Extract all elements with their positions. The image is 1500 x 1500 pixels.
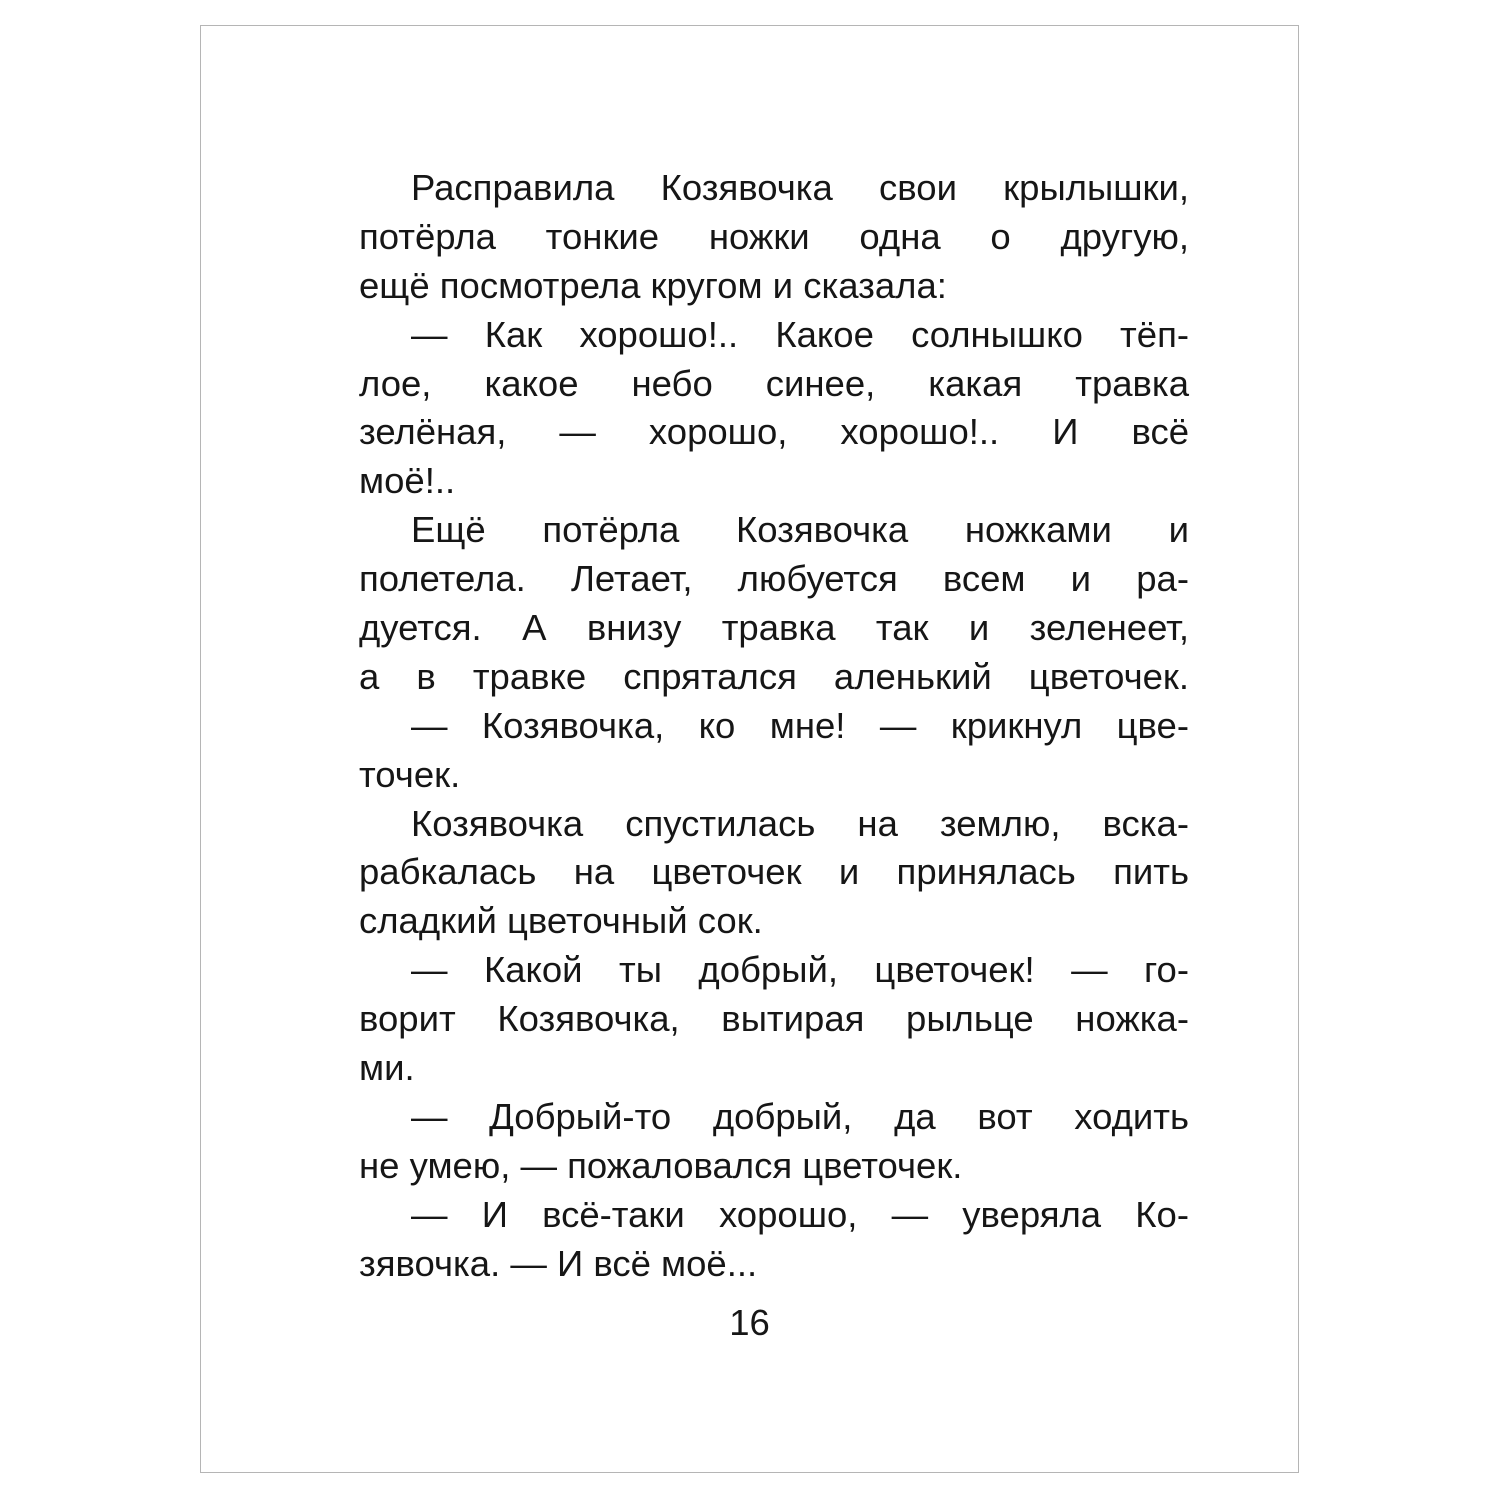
text-line: ещё посмотрела кругом и сказала: bbox=[359, 264, 947, 306]
text-line: — Какой ты добрый, цветочек! — го- bbox=[411, 949, 1189, 991]
text-line: ми. bbox=[359, 1047, 415, 1089]
text-line: Расправила Козявочка свои крылышки, bbox=[411, 167, 1189, 208]
text-line: — Как хорошо!.. Какое солнышко тёп- bbox=[411, 313, 1189, 355]
text-line: — Козявочка, ко мне! — крикнул цве- bbox=[411, 704, 1189, 746]
text-line: точек. bbox=[359, 753, 461, 795]
text-line: ворит Козявочка, вытирая рыльце ножка- bbox=[359, 998, 1189, 1040]
text-line: лое, какое небо синее, какая травка bbox=[359, 362, 1189, 404]
text-line: зявочка. — И всё моё... bbox=[359, 1242, 758, 1284]
page-number: 16 bbox=[729, 1302, 770, 1343]
page-text bbox=[359, 164, 1189, 1288]
text-line: — Добрый-то добрый, да вот ходить bbox=[411, 1095, 1189, 1137]
text-line: не умею, — пожаловался цветочек. bbox=[359, 1144, 963, 1186]
text-line: Ещё потёрла Козявочка ножками и bbox=[411, 509, 1189, 551]
text-line: Козявочка спустилась на землю, вска- bbox=[411, 802, 1189, 844]
text-line: моё!.. bbox=[359, 460, 456, 502]
text-line: — И всё-таки хорошо, — уверяла Ко- bbox=[411, 1193, 1189, 1235]
text-line: полетела. Летает, любуется всем и ра- bbox=[359, 558, 1189, 600]
book-page bbox=[200, 25, 1299, 1473]
text-line: зелёная, — хорошо, хорошо!.. И всё bbox=[359, 411, 1189, 453]
text-line: потёрла тонкие ножки одна о другую, bbox=[359, 215, 1189, 257]
text-line: сладкий цветочный сок. bbox=[359, 900, 763, 942]
text-line: рабкалась на цветочек и принялась пить bbox=[359, 851, 1189, 893]
text-line: а в травке спрятался аленький цветочек. bbox=[359, 655, 1189, 697]
text-line: дуется. А внизу травка так и зеленеет, bbox=[359, 607, 1189, 649]
